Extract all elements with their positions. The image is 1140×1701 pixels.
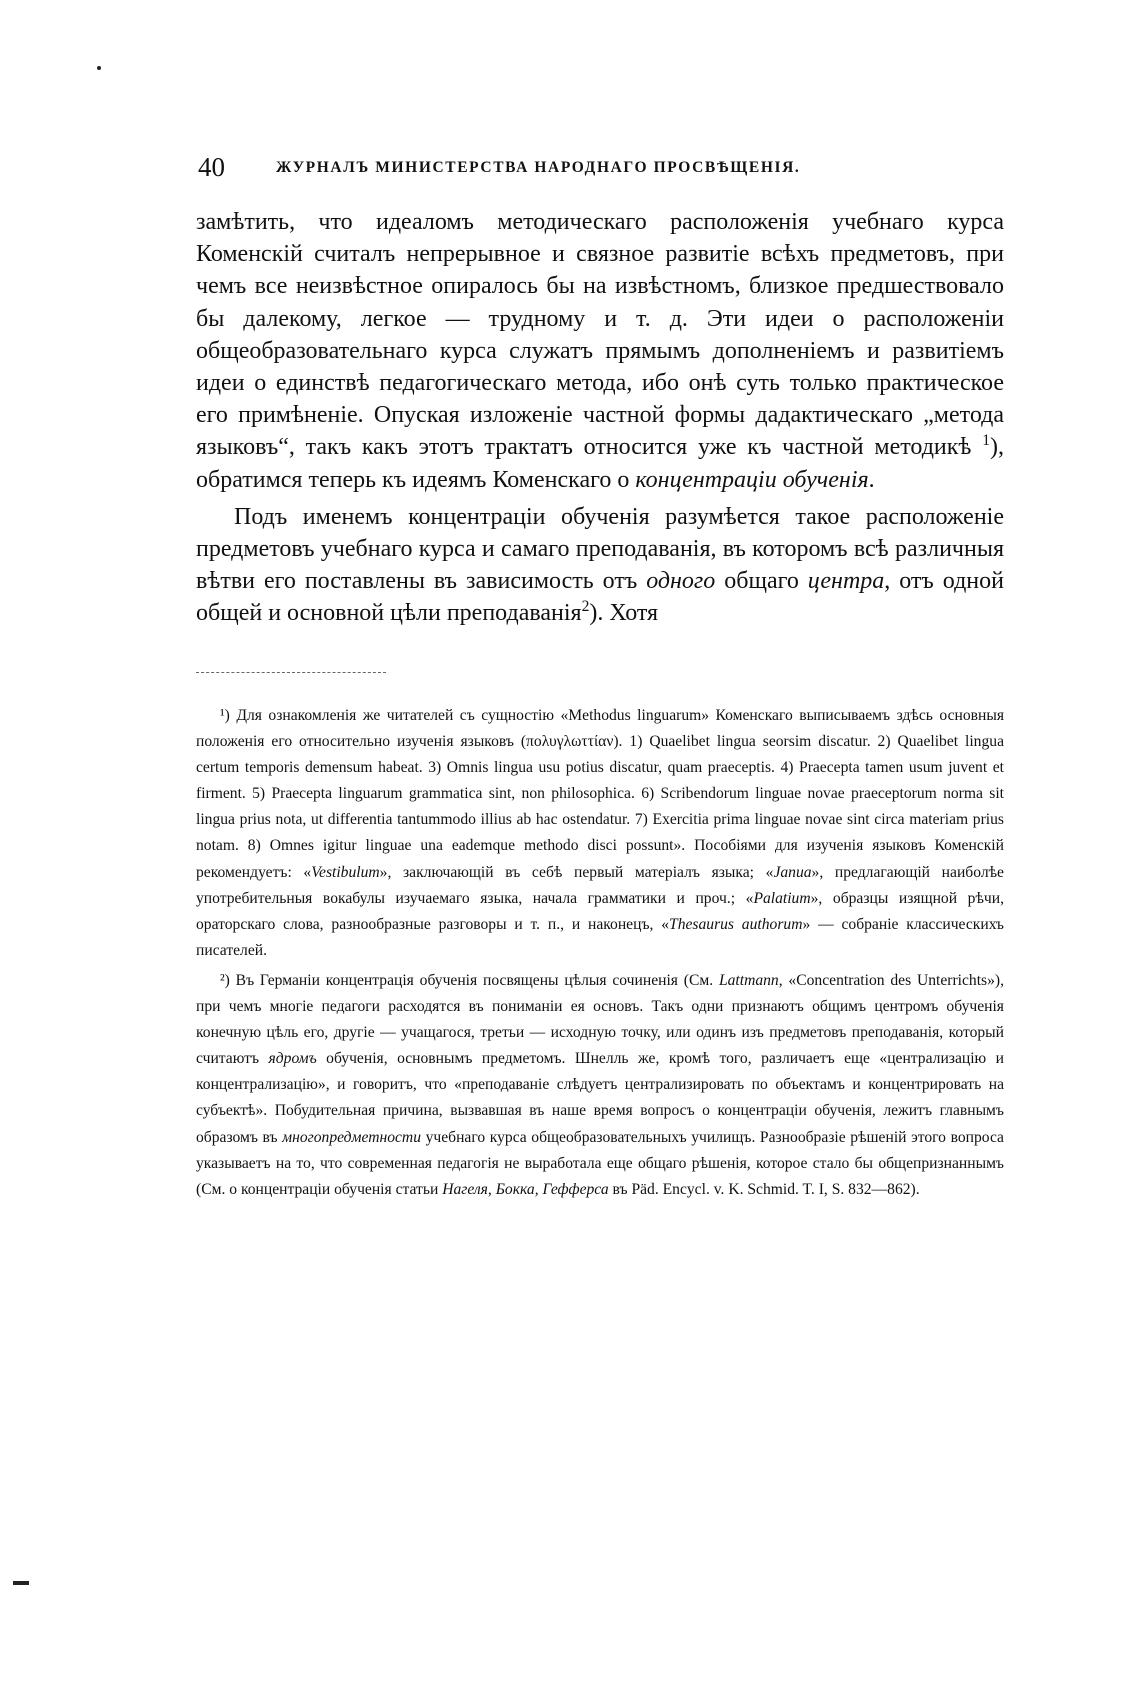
emphasis: центра — [807, 568, 885, 595]
emphasis: Нагеля, Бокка, Гефферса — [442, 1180, 609, 1198]
emphasis: ядромъ — [268, 1050, 317, 1068]
text-span: учебнаго курса общеобразовательныхъ училищъ. Разнообразіе рѣшеній этого вопроса указываетъ на то, что современная педагогія не выработала еще общаго рѣшенія, которое стало бы общепризнаннымъ (См. о концентраціи обученія статьи — [196, 1128, 1004, 1198]
footnotes — [196, 703, 1004, 1203]
text-span: ), обратимся теперь къ идеямъ Коменскаго о — [196, 434, 1004, 493]
paragraph-2 — [196, 501, 1004, 630]
paragraph-1 — [196, 206, 1004, 496]
emphasis: многопредметности — [282, 1128, 421, 1146]
text-span: ¹) Для ознакомленія же читателей съ сущностію «Methodus linguarum» Коменскаго выписываемъ здѣсь основныя положенія его относительно изученія языковъ (πολυγλωττίαν). 1) Quaelibet lingua seorsim discatur. 2) Quaelibet lingua certum temporis demensum habeat. 3) Omnis lingua usu potius discatur, quam praeceptis. 4) Praecepta tamen usum juvent et firment. 5) Praecepta linguarum grammatica sint, non philosophica. 6) Scribendorum linguae novae praeceptorum norma sit lingua prius nota, ut differentia tantummodo illius ab hac ostendatur. 7) Exercitia prima linguae novae sint circa materiam prius notam. 8) Omnes igitur linguae una eademque methodo disci possunt». Пособіями для изученія языковъ Коменскій рекомендуетъ: « — [196, 707, 1004, 881]
text-span: . — [868, 466, 875, 493]
footnote-1 — [196, 703, 1004, 964]
text-span: замѣтить, что идеаломъ методическаго расположенія учебнаго курса Коменскій считалъ непрерывное и связное развитіе всѣхъ предметовъ, при чемъ все неизвѣстное опиралось бы на извѣстномъ, близкое предшествовало бы далекому, легкое — трудному и т. д. Эти идеи о расположеніи общеобразовательнаго курса служатъ прямымъ дополненіемъ и развитіемъ идеи о единствѣ педагогическаго метода, ибо онѣ суть только практическое его примѣненіе. Опуская изложеніе частной формы дадактическаго „метода языковъ“, такъ какъ этотъ трактатъ относится уже къ частной методикѣ — [196, 209, 1004, 461]
footnote-ref-2: 2 — [581, 598, 590, 616]
text-span: », предлагающій наиболѣе употребительныя вокабулы изучаемаго языка, начала грамматики и проч.; « — [196, 863, 1004, 907]
text-span: » — собраніе классическихъ писателей. — [196, 915, 1004, 959]
main-text — [196, 206, 1004, 630]
emphasis: Lattmann — [718, 971, 779, 989]
emphasis: Thesaurus authorum — [669, 915, 803, 933]
text-span: въ Päd. Encycl. v. K. Schmid. T. I, S. 832—862). — [608, 1180, 920, 1198]
footnote-2 — [196, 968, 1004, 1203]
text-span: ²) Въ Германіи концентрація обученія посвящены цѣлыя сочиненія (См. — [220, 971, 719, 989]
text-span: », образцы изящной рѣчи, ораторскаго слова, разнообразные разговоры и т. п., и наконецъ, « — [196, 889, 1004, 933]
emphasis: одного — [646, 568, 716, 595]
emphasis: Janua — [773, 863, 812, 881]
footnote-separator — [196, 672, 386, 673]
emphasis: Palatium — [753, 889, 811, 907]
running-title: ЖУРНАЛЪ МИНИСТЕРСТВА НАРОДНАГО ПРОСВѢЩЕНІЯ. — [276, 159, 801, 176]
text-span: общаго — [715, 568, 808, 595]
text-span: , «Concentration des Unterrichts»), при чемъ многіе педагоги расходятся въ пониманіи ея основъ. Такъ одни признаютъ общимъ центромъ обученія конечную цѣль его, другіе — учащагося, третьи — исходную точку, или одинъ изъ предметовъ преподаванія, который считаютъ — [196, 971, 1004, 1068]
text-span: , отъ одной общей и основной цѣли преподаванія — [196, 568, 1004, 627]
page-number: 40 — [198, 152, 225, 182]
text-span: ). Хотя — [589, 600, 659, 627]
emphasis: Vestibulum — [311, 863, 380, 881]
margin-mark — [13, 1581, 29, 1585]
emphasis: концентраціи обученія — [635, 466, 869, 493]
text-span: Подъ именемъ концентраціи обученія разумѣется такое расположеніе предметовъ учебнаго курса и самаго преподаванія, въ которомъ всѣ различныя вѣтви его поставлены въ зависимость отъ — [196, 503, 1004, 595]
text-span: », заключающій въ себѣ первый матеріалъ языка; « — [379, 863, 774, 881]
footnote-ref-1: 1 — [982, 432, 990, 450]
page-header — [198, 150, 998, 190]
print-speck — [97, 66, 101, 70]
text-span: обученія, основнымъ предметомъ. Шнелль же, кромѣ того, различаетъ еще «централизацію и концентрализацію», и говоритъ, что «преподаваніе слѣдуетъ централизировать по объектамъ и концентрировать на субъектѣ». Побудительная причина, вызвавшая въ наше время вопросъ о концентраціи обученія, лежитъ главнымъ образомъ въ — [196, 1050, 1005, 1146]
